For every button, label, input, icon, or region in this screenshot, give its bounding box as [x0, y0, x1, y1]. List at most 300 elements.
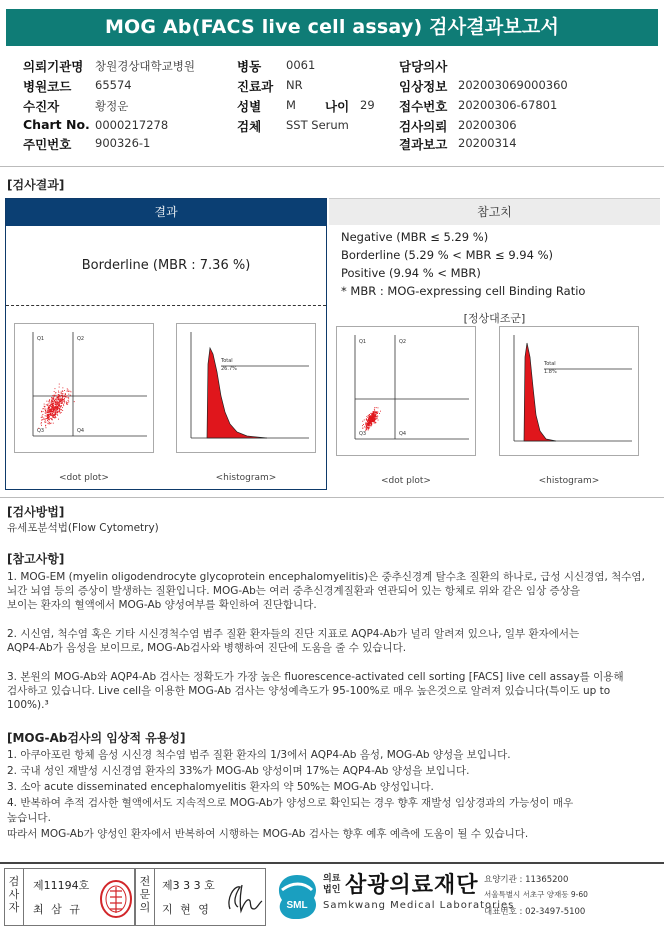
scatter-dot [66, 402, 67, 403]
scatter-dot [371, 422, 372, 423]
result-dash-divider [6, 305, 326, 306]
scatter-dot [55, 401, 56, 402]
scatter-dot [45, 415, 46, 416]
label-specimen: 검체 [237, 119, 262, 134]
utility-line-4b: 높습니다. [7, 812, 51, 824]
scatter-dot [377, 418, 378, 419]
scatter-dot [58, 408, 59, 409]
scatter-dot [41, 420, 42, 421]
scatter-dot [67, 402, 68, 403]
scatter-dot [48, 423, 49, 424]
scatter-dot [61, 403, 62, 404]
scatter-dot [377, 412, 378, 413]
specialist-char-1: 전 [139, 875, 151, 888]
scatter-dot [54, 396, 55, 397]
scatter-dot [55, 408, 56, 409]
patient-hist-total: Total [221, 358, 233, 364]
scatter-dot [62, 407, 63, 408]
patient-dot-cloud [38, 384, 74, 429]
scatter-dot [47, 420, 48, 421]
label-clinical-info: 임상정보 [399, 79, 448, 94]
scatter-dot [48, 407, 49, 408]
scatter-dot [51, 397, 52, 398]
scatter-dot [63, 401, 64, 402]
scatter-dot [368, 423, 369, 424]
scatter-dot [56, 392, 57, 393]
scatter-dot [379, 413, 380, 414]
quadrant-q3: Q3 [37, 428, 45, 434]
scatter-dot [373, 418, 374, 419]
scatter-dot [68, 391, 69, 392]
scatter-dot [58, 419, 59, 420]
scatter-dot [71, 391, 72, 392]
scatter-dot [57, 414, 58, 415]
scatter-dot [371, 423, 372, 424]
scatter-dot [56, 405, 57, 406]
scatter-dot [47, 418, 48, 419]
scatter-dot [65, 396, 66, 397]
scatter-dot [68, 394, 69, 395]
scatter-dot [62, 399, 63, 400]
scatter-dot [373, 412, 374, 413]
scatter-dot [58, 400, 59, 401]
ref-mbr-note: * MBR : MOG-expressing cell Binding Ratio [341, 284, 586, 298]
scatter-dot [54, 402, 55, 403]
scatter-dot [49, 422, 50, 423]
scatter-dot [61, 393, 62, 394]
scatter-dot [55, 417, 56, 418]
scatter-dot [61, 392, 62, 393]
scatter-dot [51, 423, 52, 424]
scatter-dot [50, 406, 51, 407]
scatter-dot [43, 411, 44, 412]
scatter-dot [64, 402, 65, 403]
scatter-dot [367, 427, 368, 428]
scatter-dot [52, 398, 53, 399]
method-text: 유세포분석법(Flow Cytometry) [7, 522, 159, 534]
scatter-dot [41, 425, 42, 426]
sml-logo-icon [272, 872, 322, 922]
scatter-dot [370, 417, 371, 418]
org-english-name: Samkwang Medical Laboratories [323, 900, 515, 911]
value-specimen: SST Serum [286, 118, 349, 132]
scatter-dot [53, 405, 54, 406]
scatter-dot [369, 424, 370, 425]
scatter-dot [58, 397, 59, 398]
scatter-dot [53, 423, 54, 424]
scatter-dot [373, 416, 374, 417]
scatter-dot [53, 403, 54, 404]
scatter-dot [366, 422, 367, 423]
inspector-box [4, 868, 135, 926]
control-hist-pct: 1.8% [544, 369, 557, 375]
scatter-dot [47, 405, 48, 406]
scatter-dot [52, 409, 53, 410]
scatter-dot [62, 400, 63, 401]
specialist-char-3: 의 [139, 901, 151, 914]
scatter-dot [366, 423, 367, 424]
scatter-dot [41, 417, 42, 418]
scatter-dot [362, 425, 363, 426]
scatter-dot [59, 404, 60, 405]
scatter-dot [48, 404, 49, 405]
specialist-license-no: 제3 3 3 호 [162, 879, 215, 892]
inspector-name: 최 삼 규 [33, 903, 82, 916]
label-doctor: 담당의사 [399, 59, 448, 74]
scatter-dot [58, 391, 59, 392]
result-value: Borderline (MBR : 7.36 %) [81, 258, 251, 273]
scatter-dot [371, 425, 372, 426]
scatter-dot [375, 422, 376, 423]
value-receipt-no: 20200306-67801 [458, 98, 558, 112]
scatter-dot [58, 392, 59, 393]
scatter-dot [373, 416, 374, 417]
scatter-dot [58, 411, 59, 412]
scatter-dot [370, 413, 371, 414]
label-ward: 병동 [237, 59, 262, 74]
label-patient: 수진자 [23, 99, 60, 114]
scatter-dot [367, 421, 368, 422]
scatter-dot [43, 419, 44, 420]
scatter-dot [376, 418, 377, 419]
scatter-dot [67, 404, 68, 405]
scatter-dot [49, 399, 50, 400]
control-hist-peak [524, 343, 556, 441]
scatter-dot [366, 416, 367, 417]
scatter-dot [61, 395, 62, 396]
scatter-dot [375, 419, 376, 420]
inspector-license-no: 제11194호 [33, 879, 90, 892]
scatter-dot [49, 420, 50, 421]
scatter-dot [369, 427, 370, 428]
scatter-dot [57, 409, 58, 410]
value-resident-no: 900326-1 [95, 136, 151, 150]
label-request-date: 검사의뢰 [399, 119, 448, 134]
scatter-dot [56, 398, 57, 399]
specialist-vertical-label [136, 875, 154, 914]
utility-line-1: 1. 아쿠아포린 항체 음성 시신경 척수염 범주 질환 환자의 1/3에서 AQP4-Ab 음성, MOG-Ab 양성을 보입니다. [7, 749, 511, 761]
scatter-dot [368, 424, 369, 425]
scatter-dot [56, 410, 57, 411]
scatter-dot [376, 413, 377, 414]
scatter-dot [47, 417, 48, 418]
scatter-dot [49, 409, 50, 410]
scatter-dot [54, 417, 55, 418]
scatter-dot [59, 399, 60, 400]
scatter-dot [59, 406, 60, 407]
scatter-dot [57, 397, 58, 398]
scatter-dot [365, 430, 366, 431]
scatter-dot [46, 418, 47, 419]
scatter-dot [63, 404, 64, 405]
label-resident-no: 주민번호 [23, 137, 72, 152]
scatter-dot [375, 411, 376, 412]
scatter-dot [365, 424, 366, 425]
scatter-dot [51, 404, 52, 405]
scatter-dot [38, 428, 39, 429]
label-age: 나이 [325, 99, 350, 114]
scatter-dot [52, 417, 53, 418]
control-quadrant-q4: Q4 [399, 431, 407, 437]
label-report-date: 결과보고 [399, 137, 448, 152]
scatter-dot [376, 407, 377, 408]
scatter-dot [53, 409, 54, 410]
scatter-dot [47, 412, 48, 413]
note-2-line-2: AQP4-Ab가 음성을 보이므로, MOG-Ab검사와 병행하여 진단에 도움을 줄 수 있습니다. [7, 642, 407, 654]
scatter-dot [373, 413, 374, 414]
scatter-dot [50, 409, 51, 410]
value-sex: M [286, 98, 296, 112]
control-histogram-caption: <histogram> [538, 476, 600, 486]
scatter-dot [55, 388, 56, 389]
scatter-dot [60, 407, 61, 408]
scatter-dot [48, 411, 49, 412]
scatter-dot [57, 402, 58, 403]
label-sex: 성별 [237, 99, 262, 114]
scatter-dot [52, 404, 53, 405]
label-department: 진료과 [237, 79, 274, 94]
scatter-dot [47, 415, 48, 416]
scatter-dot [54, 418, 55, 419]
scatter-dot [50, 418, 51, 419]
control-dot-caption: <dot plot> [381, 476, 431, 486]
scatter-dot [55, 413, 56, 414]
scatter-dot [50, 404, 51, 405]
scatter-dot [53, 397, 54, 398]
scatter-dot [42, 414, 43, 415]
patient-hist-peak [207, 348, 267, 438]
scatter-dot [64, 398, 65, 399]
scatter-dot [60, 413, 61, 414]
inspector-char-2: 사 [8, 888, 20, 901]
scatter-dot [51, 400, 52, 401]
control-dot-plot [336, 326, 476, 456]
scatter-dot [61, 399, 62, 400]
utility-line-3: 3. 소아 acute disseminated encephalomyelitis 환자의 약 50%는 MOG-Ab 양성입니다. [7, 781, 434, 793]
label-institution: 의뢰기관명 [23, 59, 84, 74]
normal-control-label: [정상대조군] [463, 312, 526, 325]
scatter-dot [57, 399, 58, 400]
scatter-dot [53, 408, 54, 409]
control-quadrant-q3: Q3 [359, 431, 367, 437]
scatter-dot [58, 399, 59, 400]
scatter-dot [59, 384, 60, 385]
utility-line-5: 따라서 MOG-Ab가 양성인 환자에서 반복하여 시행하는 MOG-Ab 검사는 향후 예후 예측에 도움이 될 수 있습니다. [7, 828, 529, 840]
scatter-dot [68, 390, 69, 391]
contact-address: 서울특별시 서초구 양재동 9-60 [484, 890, 588, 899]
histogram-caption: <histogram> [215, 473, 277, 483]
scatter-dot [54, 414, 55, 415]
scatter-dot [56, 407, 57, 408]
scatter-dot [367, 426, 368, 427]
scatter-dot [62, 402, 63, 403]
scatter-dot [51, 412, 52, 413]
scatter-dot [371, 419, 372, 420]
scatter-dot [49, 417, 50, 418]
scatter-dot [367, 417, 368, 418]
scatter-dot [41, 423, 42, 424]
contact-code: 요양기관 : 11365200 [484, 875, 569, 885]
org-name: 삼광의료재단 [345, 873, 479, 898]
inspector-char-1: 검 [8, 875, 20, 888]
scatter-dot [368, 419, 369, 420]
scatter-dot [62, 396, 63, 397]
scatter-dot [54, 407, 55, 408]
scatter-dot [49, 423, 50, 424]
scatter-dot [44, 409, 45, 410]
utility-line-2: 2. 국내 성인 재발성 시신경염 환자의 33%가 MOG-Ab 양성이며 17%는 AQP4-Ab 양성을 보입니다. [7, 765, 470, 777]
notes-title: [참고사항] [7, 552, 65, 566]
scatter-dot [66, 403, 67, 404]
value-department: NR [286, 78, 303, 92]
scatter-dot [48, 405, 49, 406]
scatter-dot [372, 416, 373, 417]
scatter-dot [49, 412, 50, 413]
patient-hist-pct: 26.7% [221, 366, 237, 372]
scatter-dot [68, 401, 69, 402]
scatter-dot [374, 409, 375, 410]
scatter-dot [59, 402, 60, 403]
scatter-dot [46, 411, 47, 412]
scatter-dot [52, 395, 53, 396]
scatter-dot [51, 408, 52, 409]
scatter-dot [372, 419, 373, 420]
scatter-dot [53, 414, 54, 415]
scatter-dot [67, 388, 68, 389]
control-dot-cloud [362, 407, 381, 431]
scatter-dot [369, 428, 370, 429]
scatter-dot [51, 410, 52, 411]
scatter-dot [49, 414, 50, 415]
scatter-dot [62, 397, 63, 398]
scatter-dot [51, 419, 52, 420]
scatter-dot [46, 416, 47, 417]
scatter-dot [45, 413, 46, 414]
scatter-dot [48, 412, 49, 413]
scatter-dot [374, 416, 375, 417]
scatter-dot [368, 415, 369, 416]
scatter-dot [51, 409, 52, 410]
scatter-dot [59, 387, 60, 388]
scatter-dot [43, 408, 44, 409]
ref-negative: Negative (MBR ≤ 5.29 %) [341, 230, 489, 244]
scatter-dot [56, 404, 57, 405]
value-clinical-info: 202003069000360 [458, 78, 568, 92]
scatter-dot [366, 428, 367, 429]
scatter-dot [64, 390, 65, 391]
scatter-dot [62, 410, 63, 411]
scatter-dot [362, 421, 363, 422]
scatter-dot [375, 414, 376, 415]
label-hospital-code: 병원코드 [23, 79, 72, 94]
scatter-dot [374, 420, 375, 421]
scatter-dot [55, 403, 56, 404]
quadrant-q2: Q2 [77, 336, 85, 342]
scatter-dot [42, 417, 43, 418]
scatter-dot [68, 400, 69, 401]
scatter-dot [368, 427, 369, 428]
scatter-dot [51, 401, 52, 402]
patient-dot-plot [14, 323, 154, 453]
scatter-dot [51, 411, 52, 412]
scatter-dot [53, 401, 54, 402]
scatter-dot [55, 404, 56, 405]
scatter-dot [46, 404, 47, 405]
scatter-dot [51, 406, 52, 407]
scatter-dot [45, 410, 46, 411]
scatter-dot [74, 401, 75, 402]
scatter-dot [47, 411, 48, 412]
scatter-dot [58, 406, 59, 407]
scatter-dot [59, 411, 60, 412]
control-hist-total: Total [544, 361, 556, 367]
scatter-dot [53, 411, 54, 412]
scatter-dot [374, 423, 375, 424]
scatter-dot [365, 427, 366, 428]
scatter-dot [61, 401, 62, 402]
scatter-dot [60, 409, 61, 410]
value-patient: 황정운 [95, 99, 129, 113]
contact-phone: 대표번호 : 02-3497-5100 [484, 907, 586, 917]
scatter-dot [55, 411, 56, 412]
scatter-dot [55, 414, 56, 415]
scatter-dot [52, 416, 53, 417]
value-ward: 0061 [286, 58, 316, 72]
scatter-dot [63, 405, 64, 406]
scatter-dot [51, 414, 52, 415]
scatter-dot [43, 418, 44, 419]
scatter-dot [48, 415, 49, 416]
reference-panel [329, 198, 660, 490]
scatter-dot [60, 403, 61, 404]
scatter-dot [49, 418, 50, 419]
scatter-dot [57, 415, 58, 416]
scatter-dot [63, 396, 64, 397]
sml-logo-text: SML [286, 900, 308, 911]
scatter-dot [366, 425, 367, 426]
scatter-dot [373, 419, 374, 420]
scatter-dot [62, 391, 63, 392]
scatter-dot [59, 412, 60, 413]
result-section-title: [검사결과] [7, 178, 65, 192]
note-1-line-1: 1. MOG-EM (myelin oligodendrocyte glycoprotein encephalomyelitis)은 중추신경계 탈수초 질환의 하나로, 급성 시신경염, 척수염, [7, 571, 645, 583]
scatter-dot [45, 419, 46, 420]
patient-histogram-svg [177, 324, 315, 452]
ref-borderline: Borderline (5.29 % < MBR ≤ 9.94 %) [341, 248, 554, 262]
org-prefix-bottom: 법인 [323, 885, 341, 895]
specialist-signature-icon [224, 879, 264, 917]
scatter-dot [376, 417, 377, 418]
specialist-name: 지 현 영 [162, 903, 211, 916]
scatter-dot [52, 400, 53, 401]
scatter-dot [48, 408, 49, 409]
scatter-dot [50, 414, 51, 415]
scatter-dot [59, 408, 60, 409]
divider [0, 497, 664, 498]
scatter-dot [60, 397, 61, 398]
scatter-dot [368, 429, 369, 430]
result-panel [5, 198, 327, 490]
patient-histogram [176, 323, 316, 453]
scatter-dot [363, 428, 364, 429]
scatter-dot [55, 395, 56, 396]
report-title: MOG Ab(FACS live cell assay) 검사결과보고서 [6, 9, 658, 46]
scatter-dot [376, 416, 377, 417]
scatter-dot [378, 420, 379, 421]
scatter-dot [42, 419, 43, 420]
scatter-dot [61, 412, 62, 413]
scatter-dot [370, 416, 371, 417]
